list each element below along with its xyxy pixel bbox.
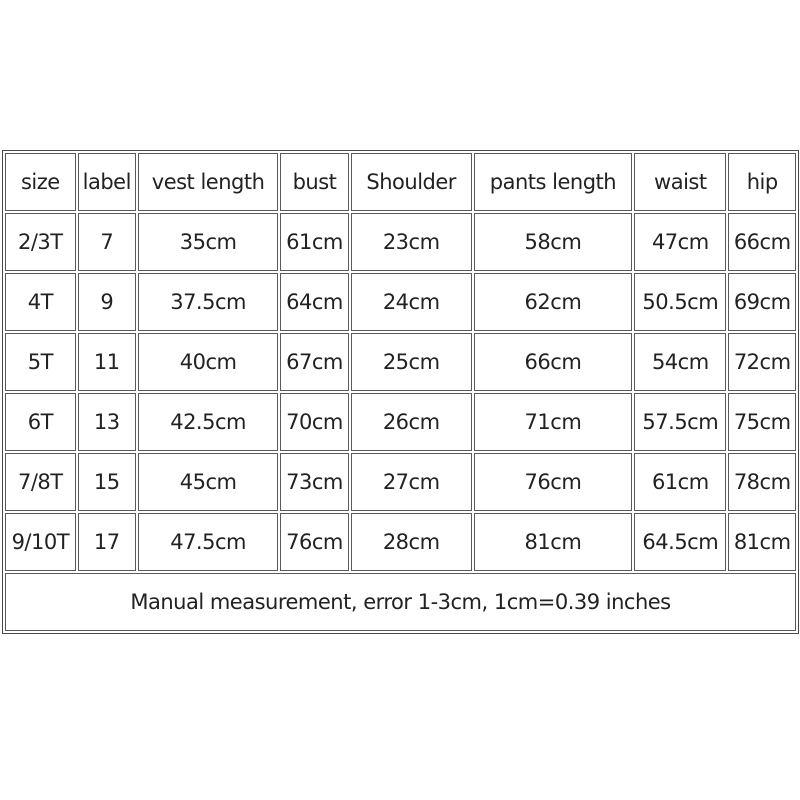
header-cell-waist: waist bbox=[634, 153, 726, 211]
table-cell: 81cm bbox=[728, 513, 796, 571]
table-cell: 4T bbox=[5, 273, 76, 331]
table-cell: 66cm bbox=[728, 213, 796, 271]
measurement-note: Manual measurement, error 1-3cm, 1cm=0.39 inches bbox=[5, 573, 796, 631]
table-cell: 23cm bbox=[351, 213, 472, 271]
header-cell-vest-length: vest length bbox=[138, 153, 278, 211]
table-cell: 66cm bbox=[474, 333, 633, 391]
table-cell: 9 bbox=[78, 273, 136, 331]
table-cell: 50.5cm bbox=[634, 273, 726, 331]
table-cell: 13 bbox=[78, 393, 136, 451]
table-cell: 76cm bbox=[280, 513, 349, 571]
table-cell: 42.5cm bbox=[138, 393, 278, 451]
size-chart-table bbox=[2, 150, 799, 634]
table-cell: 72cm bbox=[728, 333, 796, 391]
table-row bbox=[5, 333, 796, 391]
table-cell: 76cm bbox=[474, 453, 633, 511]
table-cell: 58cm bbox=[474, 213, 633, 271]
table-cell: 37.5cm bbox=[138, 273, 278, 331]
header-cell-label: label bbox=[78, 153, 136, 211]
header-cell-pants-length: pants length bbox=[474, 153, 633, 211]
table-cell: 7/8T bbox=[5, 453, 76, 511]
table-cell: 7 bbox=[78, 213, 136, 271]
table-cell: 40cm bbox=[138, 333, 278, 391]
table-cell: 5T bbox=[5, 333, 76, 391]
table-cell: 25cm bbox=[351, 333, 472, 391]
table-cell: 17 bbox=[78, 513, 136, 571]
header-cell-size: size bbox=[5, 153, 76, 211]
header-cell-bust: bust bbox=[280, 153, 349, 211]
table-cell: 28cm bbox=[351, 513, 472, 571]
table-row bbox=[5, 393, 796, 451]
note-row bbox=[5, 573, 796, 631]
table-cell: 45cm bbox=[138, 453, 278, 511]
table-cell: 2/3T bbox=[5, 213, 76, 271]
header-row bbox=[5, 153, 796, 211]
table-row bbox=[5, 513, 796, 571]
header-cell-shoulder: Shoulder bbox=[351, 153, 472, 211]
table-cell: 54cm bbox=[634, 333, 726, 391]
table-cell: 73cm bbox=[280, 453, 349, 511]
table-cell: 64.5cm bbox=[634, 513, 726, 571]
table-cell: 9/10T bbox=[5, 513, 76, 571]
table-cell: 81cm bbox=[474, 513, 633, 571]
table-cell: 57.5cm bbox=[634, 393, 726, 451]
table-cell: 11 bbox=[78, 333, 136, 391]
table-cell: 78cm bbox=[728, 453, 796, 511]
table-cell: 15 bbox=[78, 453, 136, 511]
table-cell: 75cm bbox=[728, 393, 796, 451]
table-cell: 69cm bbox=[728, 273, 796, 331]
table-cell: 47cm bbox=[634, 213, 726, 271]
table-row bbox=[5, 213, 796, 271]
table-row bbox=[5, 273, 796, 331]
table-cell: 27cm bbox=[351, 453, 472, 511]
table-cell: 26cm bbox=[351, 393, 472, 451]
table-cell: 61cm bbox=[280, 213, 349, 271]
table-row bbox=[5, 453, 796, 511]
table-cell: 6T bbox=[5, 393, 76, 451]
table-cell: 64cm bbox=[280, 273, 349, 331]
table-cell: 70cm bbox=[280, 393, 349, 451]
table-cell: 24cm bbox=[351, 273, 472, 331]
table-cell: 61cm bbox=[634, 453, 726, 511]
table-cell: 67cm bbox=[280, 333, 349, 391]
table-cell: 62cm bbox=[474, 273, 633, 331]
table-cell: 35cm bbox=[138, 213, 278, 271]
table-cell: 71cm bbox=[474, 393, 633, 451]
header-cell-hip: hip bbox=[728, 153, 796, 211]
table-cell: 47.5cm bbox=[138, 513, 278, 571]
